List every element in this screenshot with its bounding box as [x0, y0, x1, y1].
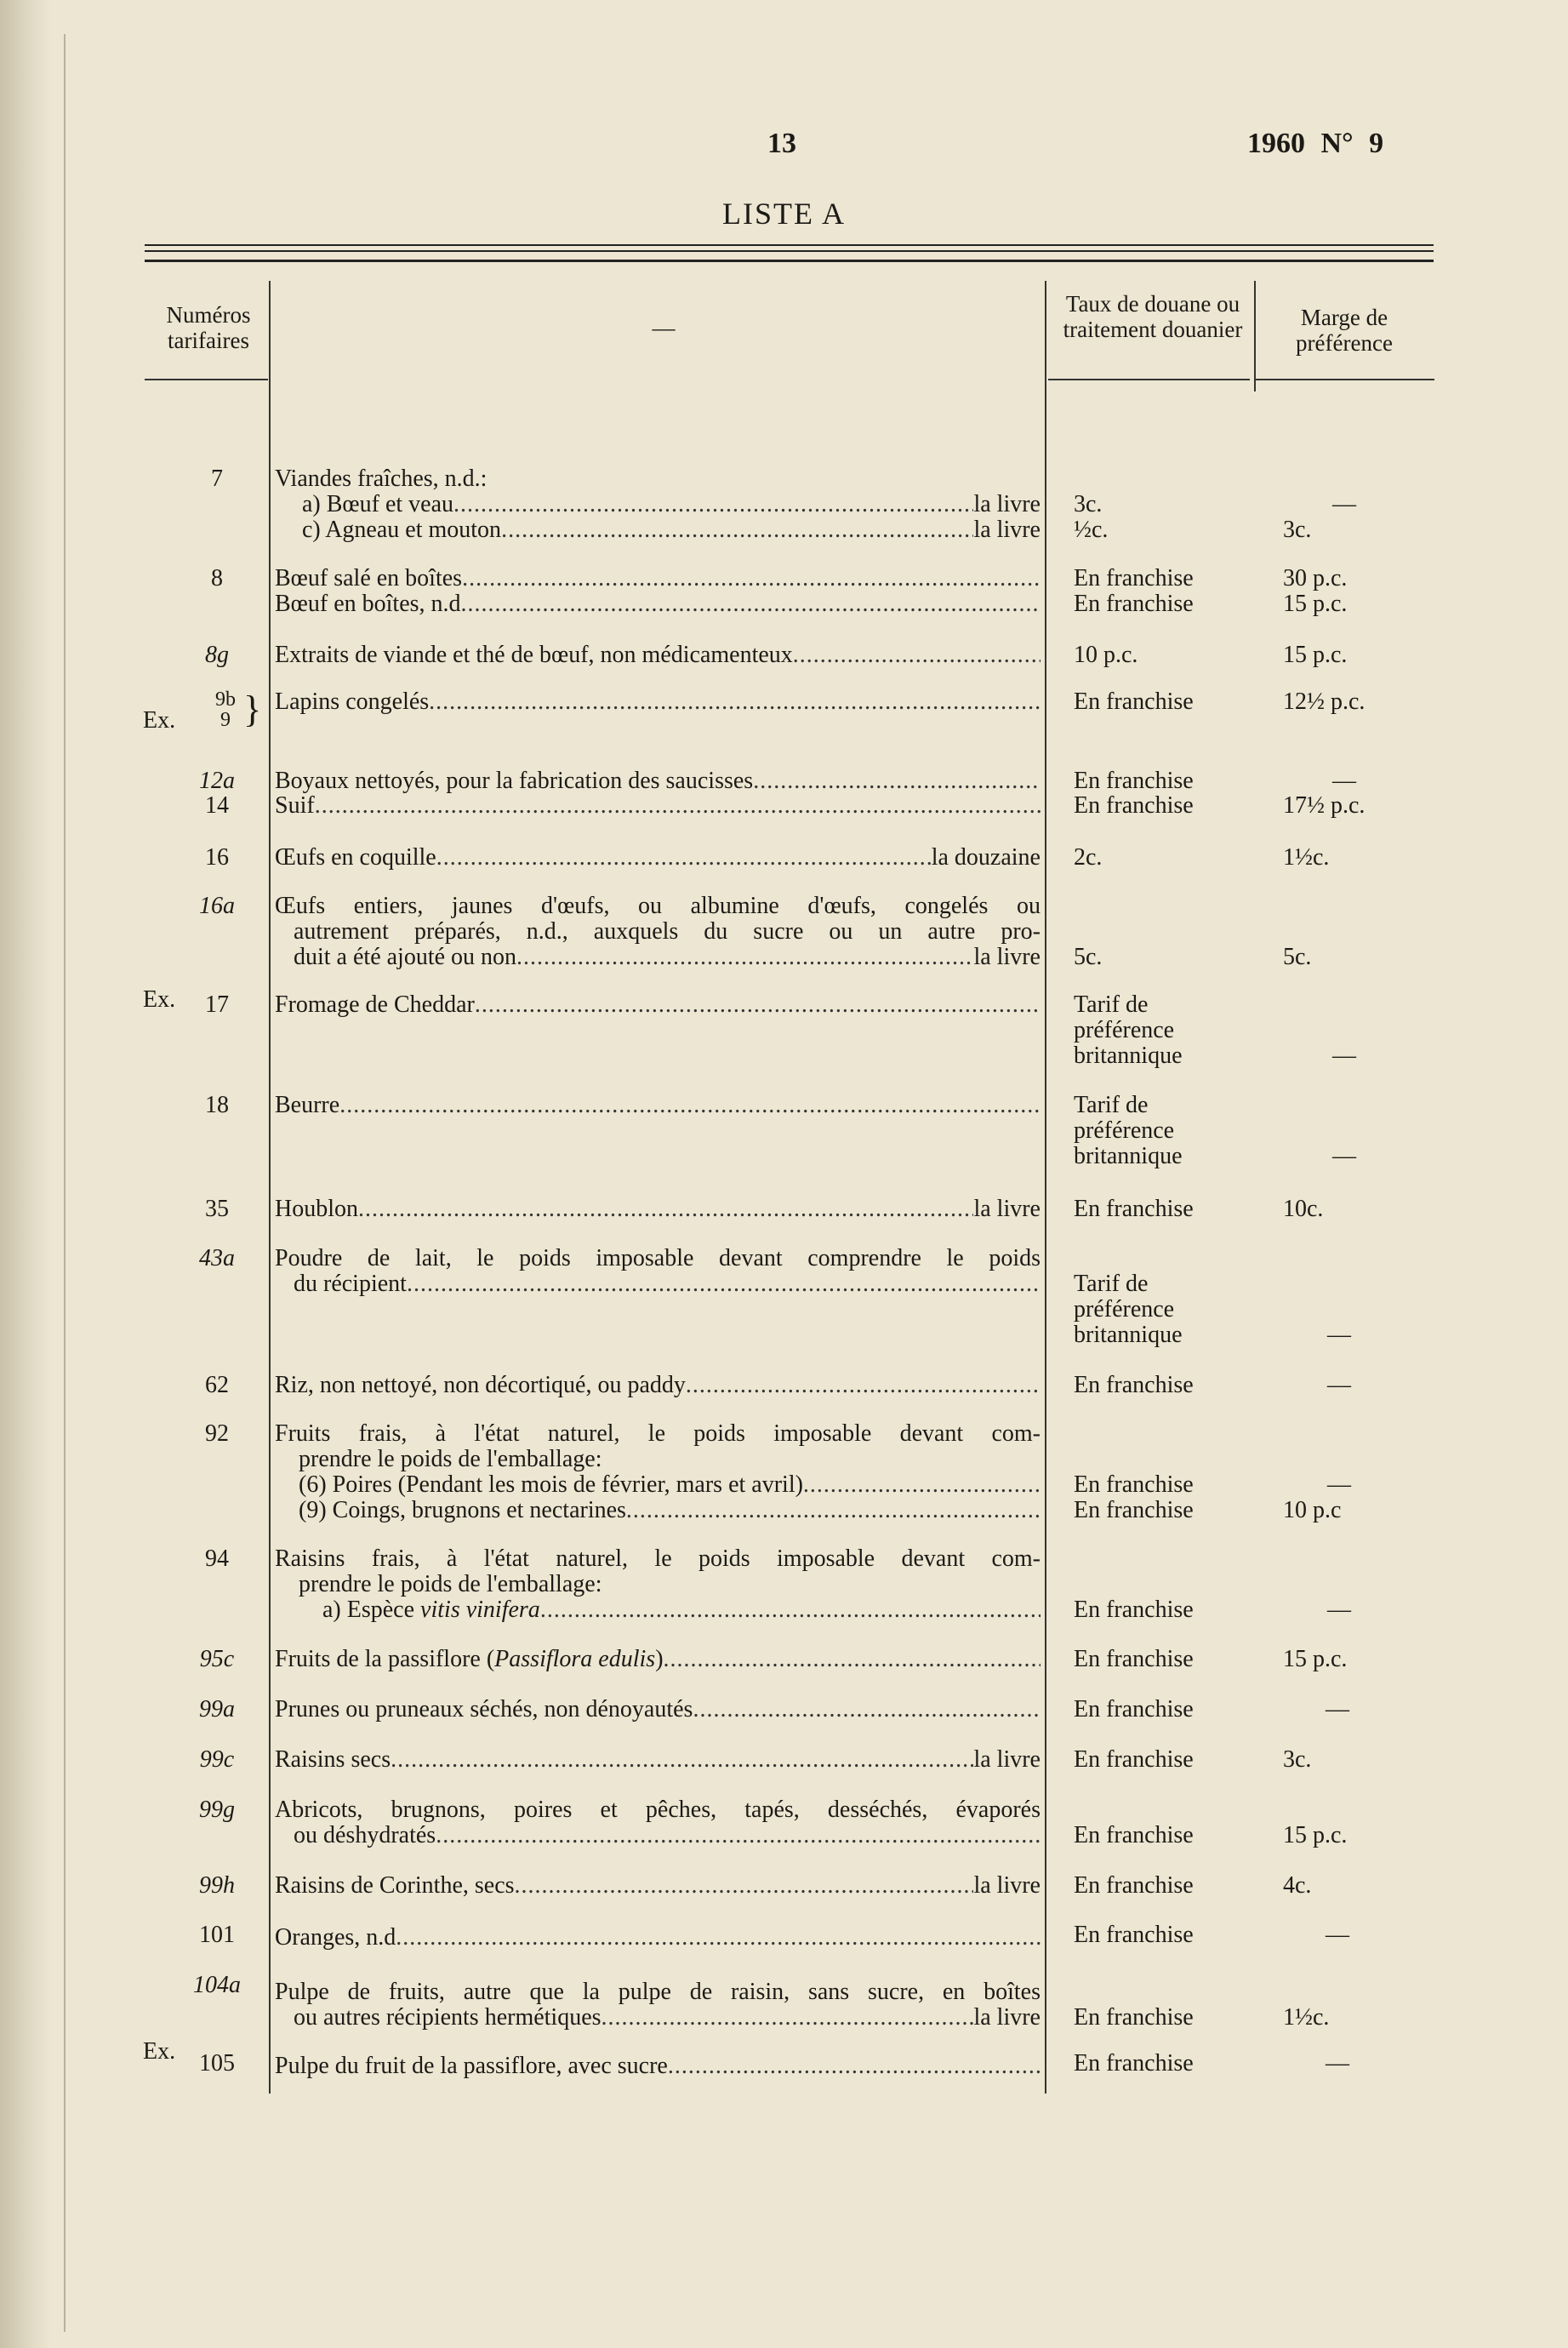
column-header-marge: Marge de préférence	[1296, 305, 1393, 356]
tariff-number-part: 9	[220, 709, 231, 731]
item-text: Extraits de viande et thé de bœuf, non médicamenteux	[275, 642, 793, 668]
tariff-number: 62	[205, 1372, 229, 1398]
item-text: Raisins frais, à l'état naturel, le poids imposable devant com-	[275, 1545, 1041, 1572]
ex-marker: Ex.	[143, 2038, 176, 2065]
item-text: a) Bœuf et veau	[302, 491, 454, 517]
header-underline-taux	[1048, 379, 1250, 380]
item-line	[294, 2005, 1041, 2031]
item-text: Pulpe du fruit de la passiflore, avec sucre	[275, 2053, 668, 2079]
taux-value: En franchise	[1074, 1196, 1194, 1222]
row-description	[275, 1973, 1041, 2031]
item-title: Viandes fraîches, n.d.:	[275, 466, 488, 492]
item-line	[275, 517, 1041, 543]
item-unit: la livre	[973, 491, 1041, 517]
marge-value: 15 p.c.	[1283, 1646, 1348, 1672]
marge-value: 1½c.	[1283, 844, 1330, 871]
marge-value: —	[1326, 1696, 1349, 1722]
item-line	[275, 992, 1041, 1018]
leader-dots	[668, 2054, 1041, 2079]
tariff-number: 8	[211, 565, 223, 591]
item-text: Boyaux nettoyés, pour la fabrication des saucisses	[275, 768, 754, 794]
tariff-number: 99h	[199, 1872, 235, 1899]
row-description	[275, 1922, 1041, 1951]
column-divider-1	[269, 281, 271, 2094]
taux-value: En franchise	[1074, 2050, 1194, 2077]
item-text: Bœuf en boîtes, n.d	[275, 591, 461, 617]
leader-dots	[396, 1925, 1041, 1951]
marge-value: 10c.	[1283, 1196, 1324, 1222]
leader-dots	[436, 845, 932, 871]
marge-value: —	[1327, 1372, 1351, 1398]
tariff-number: 18	[205, 1092, 229, 1118]
leader-dots	[453, 492, 973, 517]
row-description	[275, 1647, 1041, 1672]
marge-value: 15 p.c.	[1283, 591, 1348, 617]
taux-value: En franchise	[1074, 1696, 1194, 1722]
taux-value: En franchise	[1074, 688, 1194, 715]
item-line	[275, 689, 1041, 715]
row-description	[275, 1421, 1041, 1523]
item-text-part: Fruits de la passiflore (	[275, 1646, 495, 1672]
item-unit: la livre	[973, 1196, 1041, 1222]
marge-value: —	[1326, 2050, 1349, 2077]
marge-value: 15 p.c.	[1283, 642, 1348, 668]
item-unit: la livre	[973, 944, 1041, 970]
item-text: Œufs entiers, jaunes d'œufs, ou albumine d'œufs, congelés ou	[275, 893, 1041, 919]
item-line	[275, 2054, 1041, 2079]
tariff-number: 7	[211, 466, 223, 492]
item-text-italic: Passiflora edulis	[494, 1646, 656, 1672]
row-description	[275, 1093, 1041, 1118]
tariff-number: 14	[205, 792, 229, 819]
tariff-number: 12a	[199, 768, 235, 794]
row-description	[275, 768, 1041, 794]
leader-dots	[462, 566, 1041, 591]
item-line	[275, 1093, 1041, 1118]
item-text: (9) Coings, brugnons et nectarines	[299, 1497, 626, 1523]
row-description	[275, 1873, 1041, 1899]
tariff-number: 99c	[199, 1746, 235, 1773]
row-description	[275, 566, 1041, 617]
item-line	[275, 1197, 1041, 1222]
row-description	[275, 1697, 1041, 1722]
item-text: prendre le poids de l'emballage:	[299, 1571, 602, 1597]
leader-dots	[429, 689, 1041, 715]
leader-dots	[391, 1747, 973, 1773]
item-line	[275, 1873, 1041, 1899]
item-text: ou déshydratés	[294, 1822, 436, 1848]
item-text: Oranges, n.d	[275, 1924, 396, 1951]
year-number: 1960 N° 9	[1247, 128, 1384, 159]
taux-value: En franchise	[1074, 1922, 1194, 1948]
row-description	[275, 894, 1041, 970]
item-text: Raisins de Corinthe, secs	[275, 1872, 515, 1899]
leader-dots	[664, 1647, 1041, 1672]
row-description	[275, 689, 1041, 715]
row-description	[275, 2051, 1041, 2079]
leader-dots	[803, 1472, 1041, 1498]
leader-dots	[407, 1271, 1041, 1297]
leader-dots	[501, 517, 973, 543]
page-number: 13	[767, 128, 796, 159]
marge-value: 17½ p.c.	[1283, 792, 1366, 819]
leader-dots	[461, 591, 1041, 617]
column-divider-3	[1254, 281, 1256, 391]
marge-value: —	[1332, 1043, 1356, 1069]
marge-value: —	[1332, 768, 1356, 794]
row-description	[275, 845, 1041, 871]
item-text: Beurre	[275, 1092, 340, 1118]
marge-value: 5c.	[1283, 944, 1312, 970]
taux-line: britannique	[1074, 1322, 1183, 1348]
item-unit: la livre	[973, 1746, 1041, 1773]
taux-value	[1074, 1271, 1244, 1348]
item-text: c) Agneau et mouton	[302, 517, 502, 543]
item-unit: la livre	[973, 517, 1041, 543]
book-spine	[0, 0, 51, 2348]
item-line	[275, 793, 1041, 819]
marge-value: 3c.	[1283, 1746, 1312, 1773]
item-text: Poudre de lait, le poids imposable devant comprendre le poids	[275, 1245, 1041, 1271]
leader-dots	[315, 793, 1041, 819]
marge-value: 1½c.	[1283, 2004, 1330, 2031]
item-line	[275, 845, 1041, 871]
item-text: (6) Poires (Pendant les mois de février, mars et avril)	[299, 1471, 803, 1498]
item-text: duit a été ajouté ou non	[294, 944, 517, 970]
item-line	[275, 643, 1041, 668]
row-description	[275, 466, 1041, 543]
item-line	[275, 1747, 1041, 1773]
leader-dots	[515, 1873, 974, 1899]
marge-value: 15 p.c.	[1283, 1822, 1348, 1848]
taux-line: préférence	[1074, 1296, 1175, 1323]
leader-dots	[693, 1697, 1041, 1722]
tariff-number: 35	[205, 1196, 229, 1222]
column-header-description: —	[652, 315, 676, 340]
row-description	[275, 992, 1041, 1018]
item-line	[275, 1373, 1041, 1398]
item-line	[275, 1647, 1041, 1672]
taux-value: En franchise	[1074, 792, 1194, 819]
leader-dots	[602, 2005, 974, 2031]
taux-value: En franchise	[1074, 1497, 1194, 1523]
leader-dots	[626, 1498, 1041, 1523]
item-text: Raisins secs	[275, 1746, 391, 1773]
marge-value: 30 p.c.	[1283, 565, 1348, 591]
tariff-number: 8g	[205, 642, 229, 668]
item-line	[322, 1597, 1041, 1623]
taux-value: En franchise	[1074, 1372, 1194, 1398]
tariff-number: 94	[205, 1545, 229, 1572]
item-line	[275, 566, 1041, 591]
leader-dots	[339, 1093, 1041, 1118]
taux-value: En franchise	[1074, 1872, 1194, 1899]
item-line	[275, 1697, 1041, 1722]
tariff-number: 16a	[199, 893, 235, 919]
item-text	[275, 1647, 664, 1672]
page-margin-line	[64, 34, 66, 2332]
leader-dots	[475, 992, 1041, 1018]
taux-value	[1074, 992, 1244, 1069]
marge-value: —	[1327, 1471, 1351, 1498]
item-text: Lapins congelés	[275, 688, 430, 715]
item-line	[294, 1271, 1041, 1297]
taux-value: En franchise	[1074, 1822, 1194, 1848]
taux-line: Tarif de	[1074, 1271, 1149, 1297]
header-rule-top	[145, 244, 1434, 246]
item-text: Bœuf salé en boîtes	[275, 565, 463, 591]
taux-value: En franchise	[1074, 768, 1194, 794]
taux-value: 5c.	[1074, 944, 1103, 970]
item-unit: la douzaine	[931, 844, 1041, 871]
item-text: Œufs en coquille	[275, 844, 436, 871]
column-header-taux: Taux de douane ou traitement douanier	[1063, 291, 1243, 342]
tariff-number: 16	[205, 844, 229, 871]
leader-dots	[686, 1373, 1041, 1398]
tariff-number: 95c	[199, 1646, 235, 1672]
leader-dots	[358, 1197, 973, 1222]
taux-value: En franchise	[1074, 1597, 1194, 1623]
marge-value: 4c.	[1283, 1872, 1312, 1899]
row-description	[275, 1197, 1041, 1222]
item-line	[275, 591, 1041, 617]
taux-line: britannique	[1074, 1043, 1183, 1069]
header-rule-second	[145, 250, 1434, 252]
row-description	[275, 1747, 1041, 1773]
taux-value: En franchise	[1074, 1746, 1194, 1773]
tariff-number: 101	[199, 1922, 235, 1948]
taux-line: préférence	[1074, 1117, 1175, 1144]
item-unit: la livre	[973, 2004, 1041, 2031]
column-header-numeros: Numéros tarifaires	[166, 302, 251, 353]
marge-value: —	[1327, 1322, 1351, 1348]
item-text-italic: vitis vinifera	[420, 1597, 540, 1623]
leader-dots	[516, 945, 973, 970]
item-text-part: a) Espèce	[322, 1597, 421, 1623]
header-rule-third	[145, 260, 1434, 262]
item-text: Fromage de Cheddar	[275, 991, 475, 1018]
ex-marker: Ex.	[143, 986, 176, 1013]
tariff-number: 99g	[199, 1797, 235, 1823]
item-line	[294, 945, 1041, 970]
tariff-number: 17	[205, 991, 229, 1018]
row-description	[275, 793, 1041, 819]
item-line	[299, 1498, 1041, 1523]
taux-value: ½c.	[1074, 517, 1109, 543]
row-description	[275, 1373, 1041, 1398]
marge-value: —	[1332, 491, 1356, 517]
marge-value: —	[1332, 1143, 1356, 1169]
column-divider-2	[1045, 281, 1046, 2094]
row-description	[275, 1546, 1041, 1623]
taux-value: 2c.	[1074, 844, 1103, 871]
item-line	[275, 1925, 1041, 1951]
item-text: autrement préparés, n.d., auxquels du sucre ou un autre pro-	[294, 918, 1041, 945]
taux-value: 3c.	[1074, 491, 1103, 517]
page-title: LISTE A	[722, 197, 846, 231]
row-description	[275, 1797, 1041, 1848]
item-text: Prunes ou pruneaux séchés, non dénoyautés	[275, 1696, 693, 1722]
brace-icon: }	[243, 688, 262, 730]
item-line	[294, 1823, 1041, 1848]
taux-value: En franchise	[1074, 565, 1194, 591]
marge-value: 3c.	[1283, 517, 1312, 543]
taux-line: britannique	[1074, 1143, 1183, 1169]
taux-line: préférence	[1074, 1017, 1175, 1043]
leader-dots	[753, 768, 1041, 794]
item-text: Houblon	[275, 1196, 358, 1222]
header-underline-numeros	[145, 379, 268, 380]
taux-value: En franchise	[1074, 2004, 1194, 2031]
tariff-number: 104a	[193, 1972, 241, 1998]
header-underline-marge	[1256, 379, 1434, 380]
ex-marker: Ex.	[143, 707, 176, 734]
tariff-number: 99a	[199, 1696, 235, 1722]
item-text: Pulpe de fruits, autre que la pulpe de raisin, sans sucre, en boîtes	[275, 1979, 1041, 2005]
leader-dots	[540, 1597, 1041, 1623]
item-line	[275, 768, 1041, 794]
item-text: Suif	[275, 792, 315, 819]
item-line	[299, 1472, 1041, 1498]
item-text: ou autres récipients hermétiques	[294, 2004, 602, 2031]
taux-value: En franchise	[1074, 1646, 1194, 1672]
row-description	[275, 643, 1041, 668]
taux-value: 10 p.c.	[1074, 642, 1138, 668]
taux-line: Tarif de	[1074, 1092, 1149, 1118]
tariff-number: 105	[199, 2050, 235, 2077]
item-text: du récipient	[294, 1271, 407, 1297]
item-text: prendre le poids de l'emballage:	[299, 1446, 602, 1472]
marge-value: 10 p.c	[1283, 1497, 1342, 1523]
taux-value: En franchise	[1074, 591, 1194, 617]
leader-dots	[793, 643, 1041, 668]
tariff-number: 92	[205, 1420, 229, 1447]
taux-line: Tarif de	[1074, 991, 1149, 1018]
tariff-number	[208, 689, 242, 730]
item-text-part: )	[655, 1646, 664, 1672]
leader-dots	[436, 1823, 1041, 1848]
item-text: Abricots, brugnons, poires et pêches, tapés, desséchés, évaporés	[275, 1797, 1041, 1823]
taux-value: En franchise	[1074, 1471, 1194, 1498]
item-line	[275, 492, 1041, 517]
tariff-number: 43a	[199, 1245, 235, 1271]
taux-value	[1074, 1093, 1244, 1169]
item-text: Riz, non nettoyé, non décortiqué, ou paddy	[275, 1372, 686, 1398]
marge-value: 12½ p.c.	[1283, 688, 1366, 715]
row-description	[275, 1246, 1041, 1297]
marge-value: —	[1327, 1597, 1351, 1623]
item-text	[322, 1597, 540, 1623]
tariff-number-part: 9b	[215, 688, 236, 711]
item-text: Fruits frais, à l'état naturel, le poids imposable devant com-	[275, 1420, 1041, 1447]
item-unit: la livre	[973, 1872, 1041, 1899]
marge-value: —	[1326, 1922, 1349, 1948]
